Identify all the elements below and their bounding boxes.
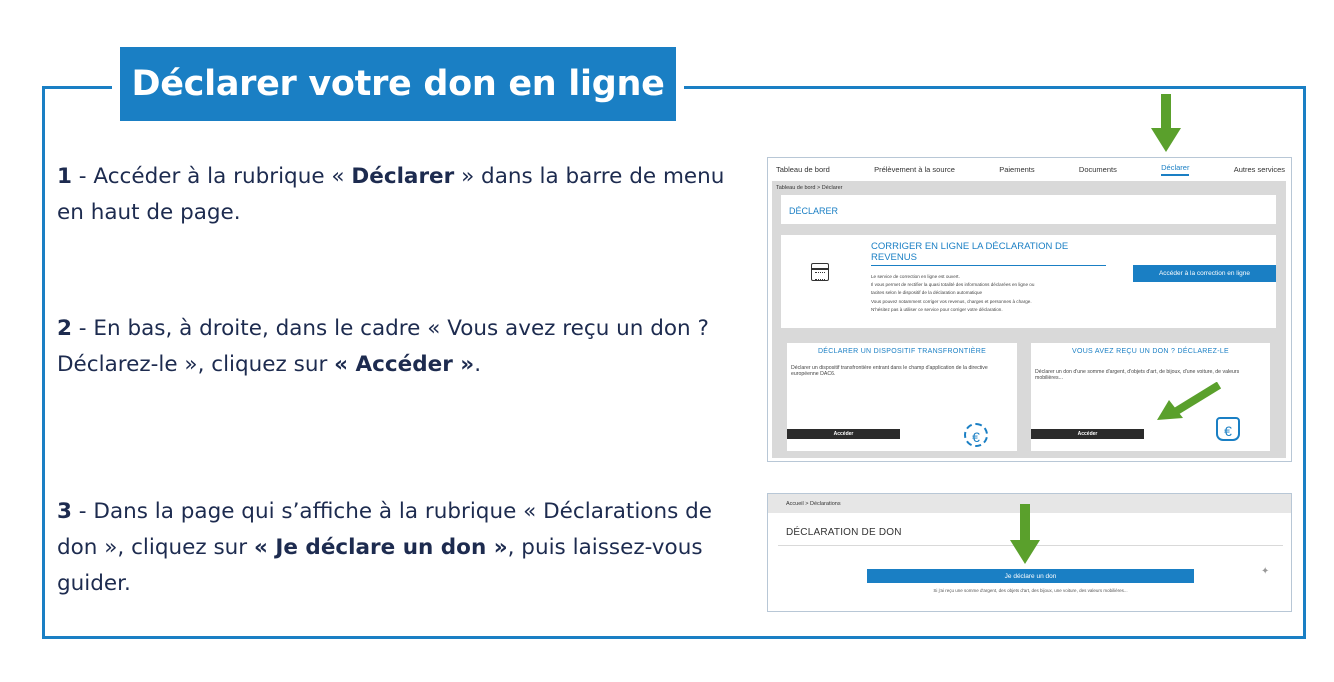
correction-line: Le service de correction en ligne est ouvert.	[871, 274, 960, 279]
arrow-down-icon	[1151, 94, 1181, 154]
cross-border-access-button[interactable]: Accéder	[787, 429, 900, 439]
correction-line: N'hésitez pas à utiliser ce service pour corriger votre déclaration.	[871, 306, 1003, 312]
step-text: - Dans la page qui s’affiche à la rubrique « Déclarations de don », cliquez sur	[57, 499, 712, 560]
declaration-title: DÉCLARATION DE DON	[786, 527, 902, 538]
step-number: 1	[57, 164, 72, 189]
card-text: Déclarer un don d'une somme d'argent, d'objets d'art, de bijoux, d'une voiture, de valeurs mobilières...	[1035, 369, 1240, 381]
card-title: VOUS AVEZ REÇU UN DON ? DÉCLAREZ-LE	[1071, 348, 1229, 355]
step-text: - En bas, à droite, dans le cadre « Vous avez reçu un don ? Déclarez-le », cliquez sur	[57, 316, 709, 377]
step-1	[57, 159, 757, 231]
euro-bag-icon: €	[1216, 417, 1240, 441]
card-title: DÉCLARER UN DISPOSITIF TRANSFRONTIÈRE	[817, 348, 987, 355]
correction-line: tacites selon le dispositif de la déclaration automatique	[871, 290, 983, 296]
nav-item-declarer[interactable]: Déclarer	[1161, 163, 1189, 176]
euro-cycle-icon: €	[964, 423, 988, 447]
step-text: , puis laissez-vous guider.	[57, 535, 703, 596]
nav-item-tableau-de-bord[interactable]: Tableau de bord	[776, 164, 830, 174]
nav-item-paiements[interactable]: Paiements	[999, 164, 1035, 174]
step-highlight: « Accéder »	[334, 352, 475, 377]
step-text: - Accéder à la rubrique «	[71, 164, 352, 189]
cross-border-card	[787, 343, 1017, 451]
arrow-down-icon	[1010, 504, 1040, 566]
calendar-icon	[811, 263, 829, 281]
nav-item-autres-services[interactable]: Autres services	[1233, 164, 1285, 174]
step-highlight: Déclarer	[351, 164, 455, 189]
divider	[871, 265, 1106, 266]
nav-item-documents[interactable]: Documents	[1078, 164, 1117, 174]
step-text: » dans la barre de menu en haut de page.	[57, 164, 725, 225]
correction-title: CORRIGER EN LIGNE LA DÉCLARATION DE REVENUS	[871, 241, 1069, 263]
step-highlight: « Je déclare un don »	[253, 535, 508, 560]
correction-card	[781, 235, 1276, 328]
nav-item-prelevement[interactable]: Prélèvement à la source	[874, 164, 955, 174]
arrow-diagonal-icon	[1155, 382, 1221, 422]
section-title: DÉCLARER	[781, 195, 1276, 224]
title-banner	[120, 47, 676, 121]
step-number: 2	[57, 316, 72, 341]
breadcrumb: Accueil > Déclarations	[786, 501, 841, 507]
step-3	[57, 494, 757, 602]
donation-access-button[interactable]: Accéder	[1031, 429, 1144, 439]
page-title: Déclarer votre don en ligne	[131, 64, 665, 104]
correction-line: Il vous permet de rectifier la quasi totalité des informations déclarées en ligne ou	[871, 282, 1035, 288]
correction-line: Vous pouvez notamment corriger vos revenus, charges et personnes à charge.	[871, 298, 1032, 304]
donation-card	[1031, 343, 1270, 451]
declare-donation-button[interactable]: Je déclare un don	[867, 569, 1194, 583]
step-2	[57, 311, 757, 383]
breadcrumb: Tableau de bord > Déclarer	[776, 185, 843, 191]
correction-text	[871, 273, 1101, 314]
cursor-icon: ✦	[1261, 566, 1270, 577]
card-text: Déclarer un dispositif transfrontière entrant dans le champ d'application de la directive européenne DAC6.	[791, 365, 988, 377]
step-text: .	[474, 352, 482, 377]
step-number: 3	[57, 499, 72, 524]
correction-access-button[interactable]: Accéder à la correction en ligne	[1133, 265, 1276, 282]
declare-caption: Si j'ai reçu une somme d'argent, des objets d'art, des bijoux, une voiture, des valeurs mobilières...	[933, 588, 1128, 593]
top-nav	[768, 158, 1291, 180]
